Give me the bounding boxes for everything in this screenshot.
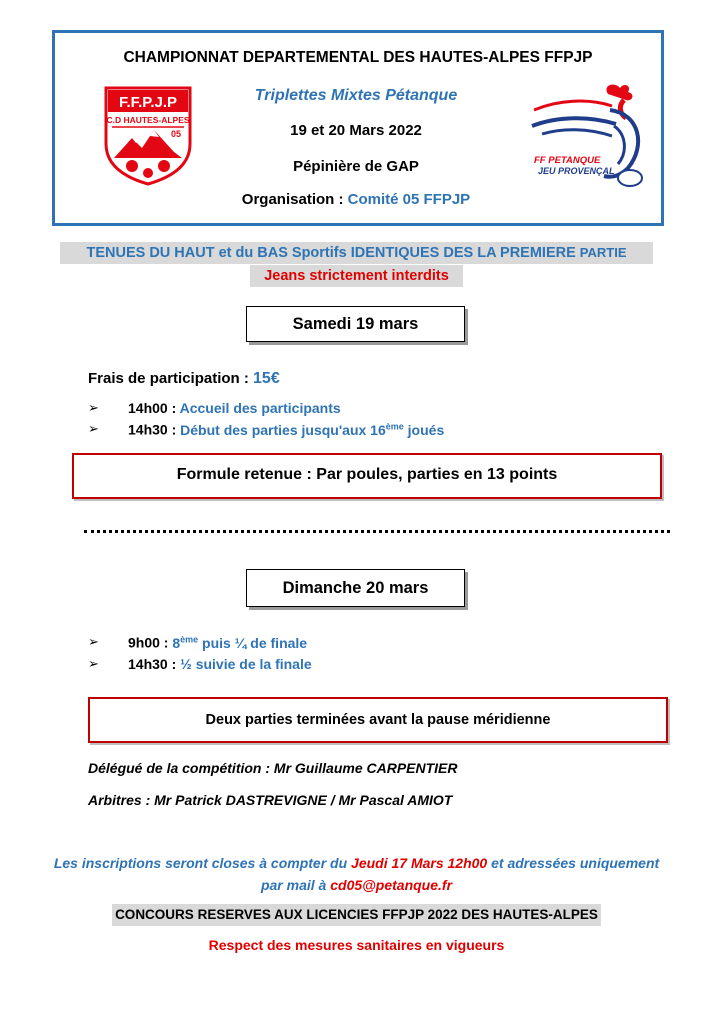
logo-left-line1: F.F.P.J.P <box>118 94 178 111</box>
fee-label: Frais de participation : <box>88 370 254 387</box>
logo-right-line1: FF PETANQUE <box>534 155 601 166</box>
schedule-item <box>128 656 312 672</box>
registration-text-3: par mail à <box>260 877 331 893</box>
schedule-text: ½ suivie de la finale <box>180 656 312 672</box>
logo-left-line2: C.D HAUTES-ALPES <box>106 115 190 125</box>
schedule-time: 14h00 : <box>128 400 180 416</box>
dress-code-notice <box>60 242 653 264</box>
schedule-sup: ème <box>180 634 199 644</box>
schedule-text: Accueil des participants <box>179 400 341 416</box>
logo-right-line2: JEU PROVENÇAL <box>538 166 615 176</box>
organisation-label: Organisation : <box>241 191 348 208</box>
ff-petanque-logo <box>528 80 648 192</box>
registration-text-2: et adressées uniquement <box>487 855 660 871</box>
referees: Arbitres : Mr Patrick DASTREVIGNE / Mr Pascal AMIOT <box>88 792 453 808</box>
event-venue: Pépinière de GAP <box>293 158 419 175</box>
sunday-heading: Dimanche 20 mars <box>246 569 465 607</box>
lunch-note-box: Deux parties terminées avant la pause méridienne <box>88 697 668 743</box>
competition-delegate: Délégué de la compétition : Mr Guillaume CARPENTIER <box>88 760 458 776</box>
schedule-text: 8 <box>172 634 181 651</box>
registration-notice <box>40 852 673 896</box>
jeans-notice: Jeans strictement interdits <box>250 265 463 287</box>
arrow-bullet-icon: ➢ <box>88 656 99 671</box>
cd05-logo <box>104 86 192 186</box>
participation-fee <box>88 370 280 388</box>
competition-type: Triplettes Mixtes Pétanque <box>254 87 458 104</box>
schedule-time: 14h30 : <box>128 421 181 438</box>
section-divider <box>84 530 670 533</box>
schedule-text-after: joués <box>403 421 445 438</box>
registration-text-1: Les inscriptions seront closes à compter du <box>53 855 352 871</box>
schedule-item <box>128 400 341 416</box>
saturday-heading: Samedi 19 mars <box>246 306 465 342</box>
event-dates: 19 et 20 Mars 2022 <box>290 122 422 139</box>
arrow-bullet-icon: ➢ <box>88 634 99 649</box>
sanitary-notice: Respect des mesures sanitaires en vigueurs <box>208 937 505 953</box>
logo-left-line3: 05 <box>170 129 182 139</box>
registration-deadline: Jeudi 17 Mars 12h00 <box>351 855 488 871</box>
formula-box: Formule retenue : Par poules, parties en 13 points <box>72 453 662 499</box>
schedule-item <box>128 421 444 438</box>
organisation-value: Comité 05 FFPJP <box>347 191 471 208</box>
schedule-time: 9h00 : <box>128 634 173 651</box>
dress-code-main-small: PARTIE <box>579 245 627 260</box>
schedule-sup: ème <box>385 421 404 431</box>
organisation <box>170 191 542 208</box>
arrow-bullet-icon: ➢ <box>88 421 99 436</box>
dress-code-main: TENUES DU HAUT et du BAS Sportifs IDENTIQUES DES LA PREMIERE <box>86 245 580 261</box>
page-title: CHAMPIONNAT DEPARTEMENTAL DES HAUTES-ALPES FFPJP <box>123 49 593 66</box>
schedule-text-after: puis ¼ de finale <box>198 634 308 651</box>
schedule-item <box>128 634 307 651</box>
eligibility-notice: CONCOURS RESERVES AUX LICENCIES FFPJP 2022 DES HAUTES-ALPES <box>112 904 601 926</box>
arrow-bullet-icon: ➢ <box>88 400 99 415</box>
schedule-text: Début des parties jusqu'aux 16 <box>180 421 386 438</box>
schedule-time: 14h30 : <box>128 656 181 672</box>
registration-email-link[interactable]: cd05@petanque.fr <box>330 877 453 893</box>
fee-value: 15€ <box>253 370 280 387</box>
